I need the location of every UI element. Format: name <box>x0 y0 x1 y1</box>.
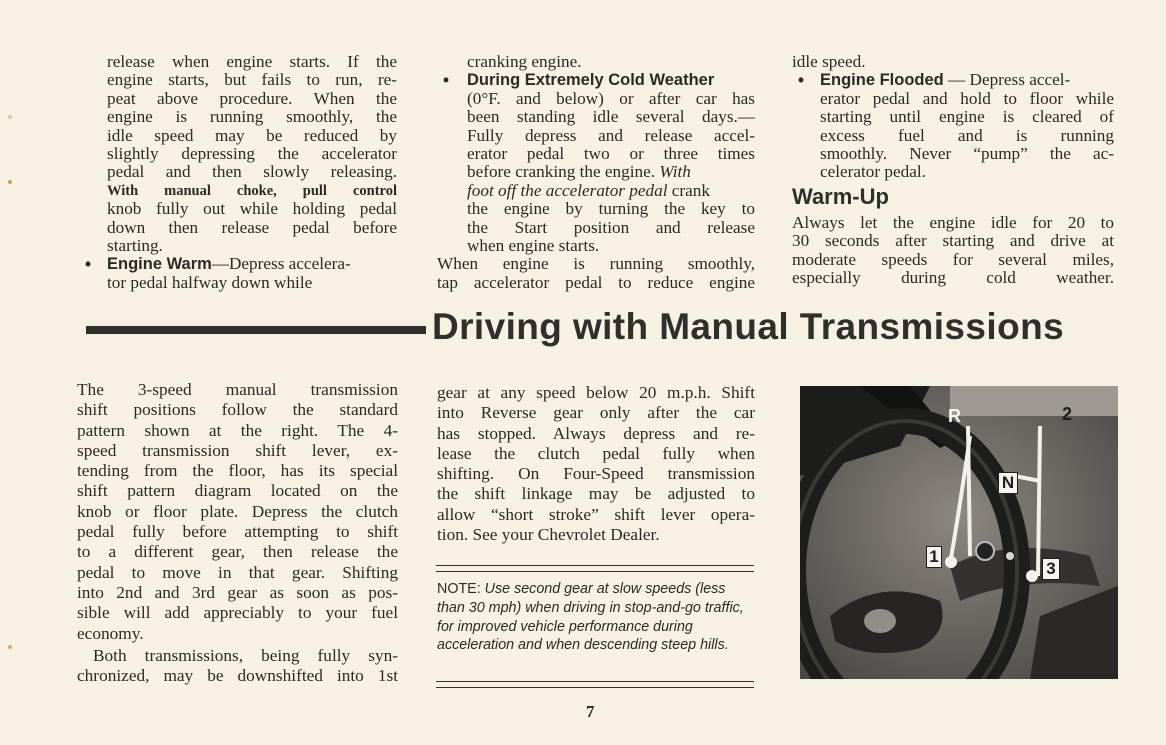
text-line: allow “short stroke” shift lever opera- <box>437 504 755 524</box>
text-line: knob or floor plate. Depress the clutch <box>77 501 398 521</box>
text-line: into Reverse gear only after the car <box>437 403 755 423</box>
text-line: slightly depressing the accelerator <box>107 144 397 164</box>
note-body: Use second gear at slow speeds (less than 30 mph) when driving in stop-and-go traffic, for improved vehicle performance during acceleration and when descending steep hills. <box>437 581 744 654</box>
heading-rule <box>86 326 426 334</box>
bullet-engine-flooded <box>792 71 1114 181</box>
column-middle-bottom <box>437 383 755 545</box>
text-line: tending from the floor, has its special <box>77 461 398 481</box>
italic-part: foot off the accelerator pedal <box>467 180 668 200</box>
text-line: into 2nd and 3rd gear as soon as pos- <box>77 582 398 602</box>
text-line: speed transmission shift lever, ex- <box>77 440 398 460</box>
cold-weather-italic-line <box>467 182 755 200</box>
neutral-label: N <box>998 472 1018 494</box>
text-line: down then release pedal before <box>107 217 397 237</box>
bullet-cold-weather <box>437 71 755 255</box>
text-line: to a different gear, then release the <box>77 542 398 562</box>
bullet-icon: • <box>85 254 92 275</box>
engine-warm-text: —Depress accelera- <box>211 254 351 274</box>
text-line: erator pedal and hold to floor while <box>820 88 1114 108</box>
text-line: lease the clutch pedal fully when <box>437 443 755 463</box>
bullet-icon: • <box>798 70 805 91</box>
text-line: Always let the engine idle for 20 to <box>792 212 1114 232</box>
cold-weather-tail <box>467 200 755 255</box>
note-label: NOTE: <box>437 581 481 597</box>
column-right-top <box>792 53 1114 287</box>
text-line: engine is running smoothly, the <box>107 107 397 127</box>
margin-speck <box>8 645 12 649</box>
text-line: tap accelerator pedal to reduce engine <box>437 272 755 292</box>
cranking-line: cranking engine. <box>467 52 582 71</box>
warm-up-subheading: Warm-Up <box>792 183 889 209</box>
note-rule-bottom <box>436 681 754 688</box>
engine-flooded-label: Engine Flooded <box>820 71 944 90</box>
text-line: gear at any speed below 20 m.p.h. Shift <box>437 383 755 402</box>
text-line: engine starts, but fails to run, re- <box>107 70 397 90</box>
second-gear-label: 2 <box>1062 404 1073 424</box>
idle-speed-line: idle speed. <box>792 52 866 71</box>
text-line: shift positions follow the standard <box>77 400 398 420</box>
text-line: smoothly. Never “pump” the ac- <box>820 144 1114 164</box>
text-line: been standing idle several days.— <box>467 107 755 127</box>
text-line: chronized, may be downshifted into 1st <box>77 666 398 686</box>
text-line: When engine is running smoothly, <box>437 254 755 274</box>
text-line: The 3-speed manual transmission <box>77 380 398 399</box>
cold-weather-text <box>467 90 755 164</box>
engine-warm-label: Engine Warm <box>107 255 212 274</box>
mixed-italic: With <box>659 162 691 182</box>
text-line: tion. See your Chevrolet Dealer. <box>437 525 660 545</box>
text-line: has stopped. Always depress and re- <box>437 423 755 443</box>
page-number: 7 <box>586 702 595 721</box>
paragraph-starting <box>107 53 397 255</box>
smooth-running-paragraph <box>437 255 755 292</box>
text-line: pattern shown at the right. The 4- <box>77 420 398 440</box>
text-line: Fully depress and release accel- <box>467 125 755 145</box>
text-line: the engine by turning the key to <box>467 199 755 219</box>
text-line: sible will add appreciably to your fuel <box>77 603 398 623</box>
column-middle-top <box>437 53 755 292</box>
text-line: the shift linkage may be adjusted to <box>437 484 755 504</box>
third-gear-label: 3 <box>1042 558 1060 580</box>
column-left-top <box>85 52 397 292</box>
text-line: peat above procedure. When the <box>107 88 397 108</box>
margin-speck <box>8 180 12 184</box>
text-line: pedal to move in that gear. Shifting <box>77 562 398 582</box>
text-line: moderate speeds for several miles, <box>792 249 1114 269</box>
cold-weather-label: During Extremely Cold Weather <box>467 71 715 90</box>
mixed-plain: before cranking the engine. <box>467 162 660 182</box>
text-line: the Start position and release <box>467 217 755 237</box>
bullet-icon: • <box>443 70 450 91</box>
text-line: release when engine starts. If the <box>107 52 397 71</box>
cold-weather-mixed-line <box>467 163 755 181</box>
text-line: Both transmissions, being fully syn- <box>93 645 398 665</box>
text-line: 30 seconds after starting and drive at <box>792 231 1114 251</box>
text-line: shifting. On Four-Speed transmission <box>437 464 755 484</box>
note-rule-top <box>436 565 754 572</box>
text-line: erator pedal two or three times <box>467 144 755 164</box>
text-line: knob fully out while holding pedal <box>107 199 397 219</box>
shift-pattern-photo <box>800 386 1118 679</box>
text-line: especially during cold weather. <box>792 268 1114 288</box>
section-heading: Driving with Manual Transmissions <box>432 306 1065 347</box>
text-line: idle speed may be reduced by <box>107 125 397 145</box>
engine-flooded-body <box>820 90 1114 182</box>
text-line: starting until engine is cleared of <box>820 107 1114 127</box>
bullet-engine-warm <box>79 255 397 292</box>
margin-speck <box>8 115 12 119</box>
text-line: pedal and then slowly releasing. <box>107 162 397 182</box>
transmission-paragraph-2 <box>77 646 398 687</box>
transmission-paragraph-3 <box>437 383 755 545</box>
engine-warm-text-2: tor pedal halfway down while <box>107 272 313 292</box>
warm-up-paragraph <box>792 214 1114 288</box>
text-line: pedal fully before attempting to shift <box>77 522 398 542</box>
text-line: (0°F. and below) or after car has <box>467 88 755 108</box>
plain-part: crank <box>667 180 710 200</box>
text-line: celerator pedal. <box>820 162 926 182</box>
text-line: excess fuel and is running <box>820 125 1114 145</box>
note-box <box>437 580 755 655</box>
choke-note-line: With manual choke, pull control <box>107 182 397 199</box>
column-left-bottom <box>77 380 398 686</box>
engine-flooded-text: — Depress accel- <box>943 70 1071 90</box>
text-line: starting. <box>107 236 163 256</box>
text-line: shift pattern diagram located on the <box>77 481 398 501</box>
steering-wheel-illustration <box>800 386 1118 679</box>
text-line: when engine starts. <box>467 236 600 256</box>
text-line: economy. <box>77 623 144 643</box>
first-gear-label: 1 <box>926 546 942 568</box>
reverse-label: R <box>948 406 961 426</box>
transmission-paragraph-1 <box>77 380 398 644</box>
